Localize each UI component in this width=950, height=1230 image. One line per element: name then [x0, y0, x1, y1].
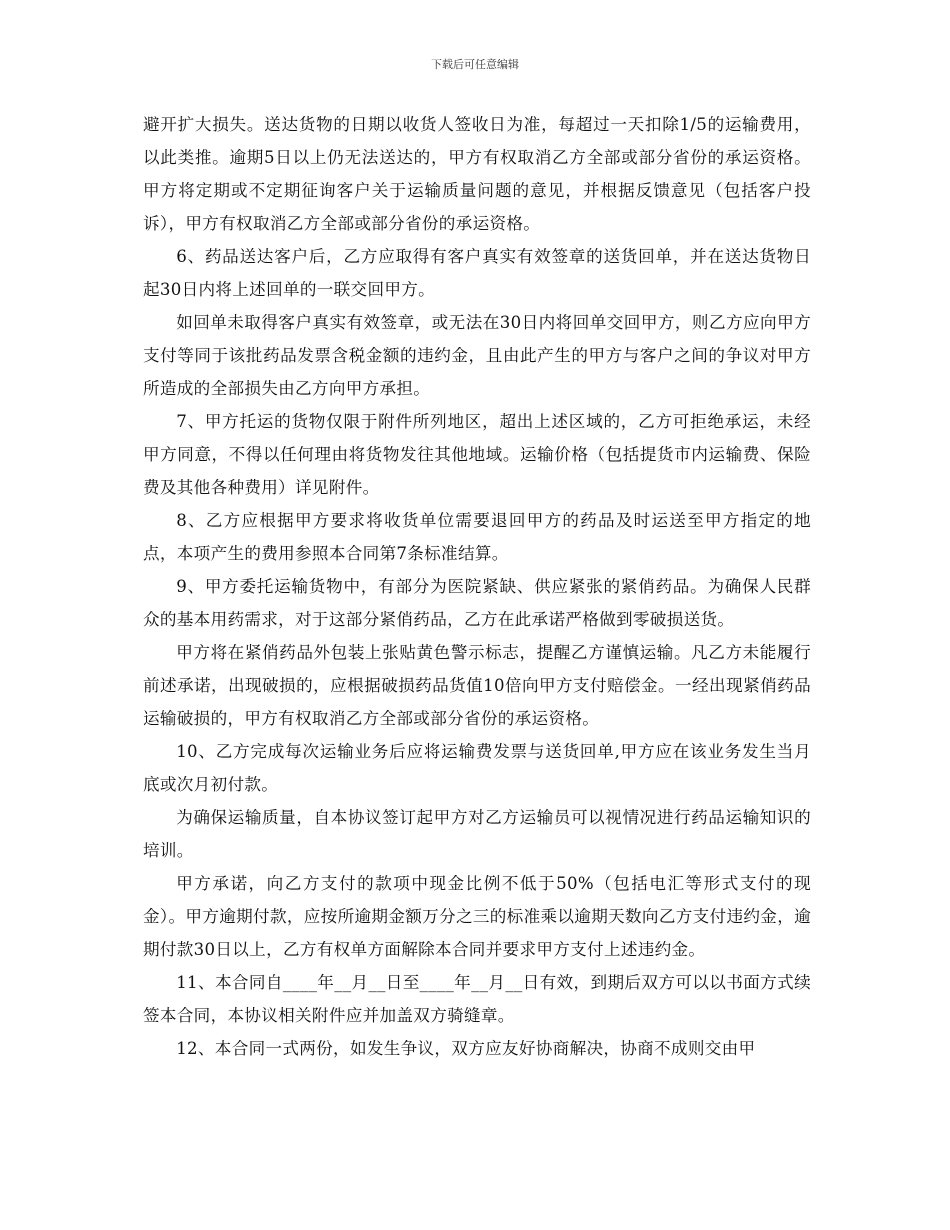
clause-8: 8、乙方应根据甲方要求将收货单位需要退回甲方的药品及时运送至甲方指定的地点，本项产生的费用参照本合同第7条标准结算。 — [143, 511, 811, 563]
clause-10-training: 为确保运输质量，自本协议签订起甲方对乙方运输员可以视情况进行药品运输知识的培训。 — [143, 808, 811, 860]
paragraph-continuation: 避开扩大损失。送达货物的日期以收货人签收日为准，每超过一天扣除1/5的运输费用，以此类推。逾期5日以上仍无法送达的，甲方有权取消乙方全部或部分省份的承运资格。甲方将定期或不定期征询客户关于运输质量问题的意见，并根据反馈意见（包括客户投诉），甲方有权取消乙方全部或部分省份的承运资格。 — [143, 115, 811, 233]
page-header-note: 下载后可任意编辑 — [431, 58, 519, 71]
clause-10: 10、乙方完成每次运输业务后应将运输费发票与送货回单,甲方应在该业务发生当月底或次月初付款。 — [143, 742, 811, 794]
clause-6: 6、药品送达客户后，乙方应取得有客户真实有效签章的送货回单，并在送达货物日起30日内将上述回单的一联交回甲方。 — [143, 247, 811, 299]
clause-9-warning: 甲方将在紧俏药品外包装上张贴黄色警示标志，提醒乙方谨慎运输。凡乙方未能履行前述承诺，出现破损的，应根据破损药品货值10倍向甲方支付赔偿金。一经出现紧俏药品运输破损的，甲方有权取消乙方全部或部分省份的承运资格。 — [143, 643, 811, 728]
clause-10-payment: 甲方承诺，向乙方支付的款项中现金比例不低于50%（包括电汇等形式支付的现金）。甲方逾期付款，应按所逾期金额万分之三的标准乘以逾期天数向乙方支付违约金，逾期付款30日以上，乙方有权单方面解除本合同并要求甲方支付上述违约金。 — [143, 874, 811, 959]
clause-7: 7、甲方托运的货物仅限于附件所列地区，超出上述区域的，乙方可拒绝承运，未经甲方同意，不得以任何理由将货物发往其他地域。运输价格（包括提货市内运输费、保险费及其他各种费用）详见附件。 — [143, 412, 811, 497]
clause-12: 12、本合同一式两份，如发生争议，双方应友好协商解决，协商不成则交由甲 — [176, 1039, 756, 1058]
document-body — [143, 108, 811, 1065]
clause-9: 9、甲方委托运输货物中，有部分为医院紧缺、供应紧张的紧俏药品。为确保人民群众的基本用药需求，对于这部分紧俏药品，乙方在此承诺严格做到零破损送货。 — [143, 577, 811, 629]
clause-11: 11、本合同自____年__月__日至____年__月__日有效，到期后双方可以以书面方式续签本合同，本协议相关附件应并加盖双方骑缝章。 — [143, 973, 811, 1025]
clause-6-penalty: 如回单未取得客户真实有效签章，或无法在30日内将回单交回甲方，则乙方应向甲方支付等同于该批药品发票含税金额的违约金，且由此产生的甲方与客户之间的争议对甲方所造成的全部损失由乙方向甲方承担。 — [143, 313, 811, 398]
